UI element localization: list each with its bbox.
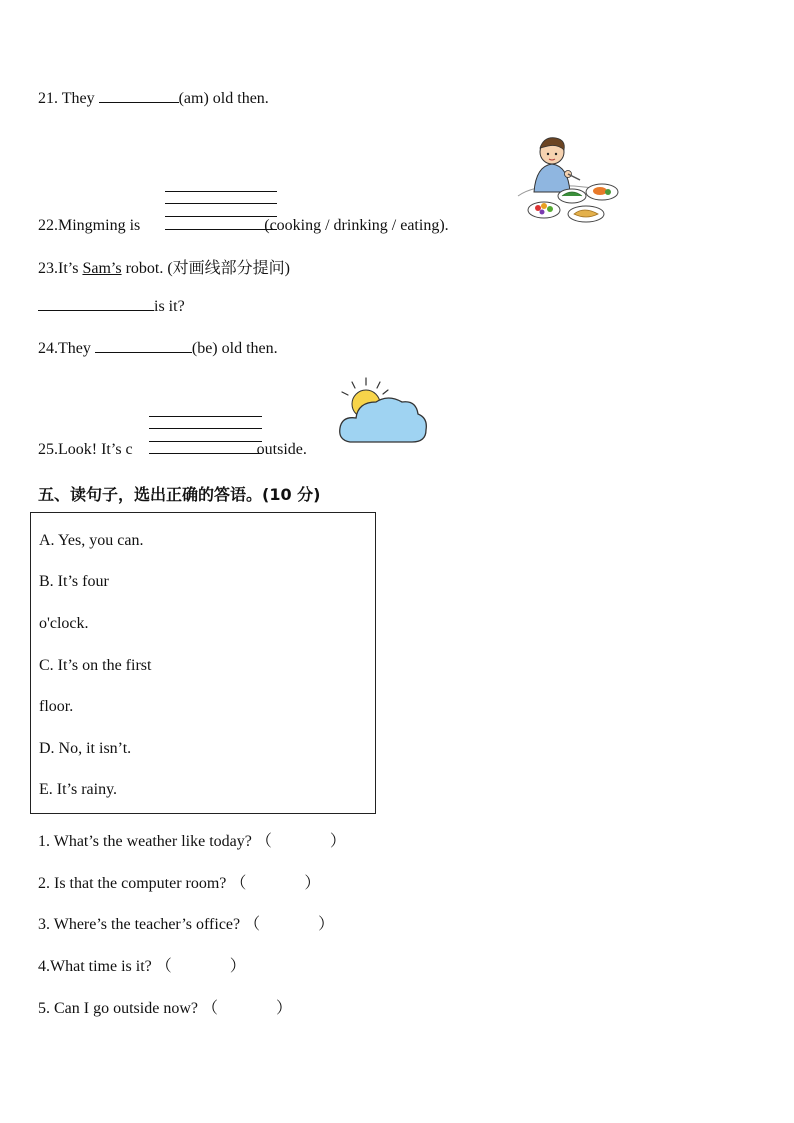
question-24 <box>38 338 278 358</box>
option-b-cont: o'clock. <box>39 615 89 632</box>
question-21 <box>38 88 269 108</box>
option-a: A. Yes, you can. <box>39 532 144 549</box>
answer-paren-close: ） <box>304 875 321 892</box>
option-c-cont: floor. <box>39 698 74 715</box>
question-text-post: (be) old then. <box>191 340 278 357</box>
question-text-pre: 24.They <box>38 340 95 357</box>
section-heading: 五、读句子，选出正确的答语。(10 分) <box>38 485 321 504</box>
answer-blank[interactable] <box>38 296 154 311</box>
question-text-pre: . They <box>54 90 99 107</box>
item-text: 4.What time is it? <box>38 958 152 975</box>
underlined-word: Sam’s <box>82 260 122 277</box>
question-22 <box>38 217 449 235</box>
sun-cloud-icon <box>336 376 430 454</box>
answer-paren-open: （ <box>244 916 261 933</box>
answer-paren-open: （ <box>155 958 172 975</box>
answer-paren-open: （ <box>201 1000 218 1017</box>
answer-paren-close: ） <box>329 833 346 850</box>
option-c: C. It’s on the first <box>39 657 152 674</box>
answer-paren-open: （ <box>230 875 247 892</box>
item-text: 3. Where’s the teacher’s office? <box>38 916 241 933</box>
question-number: 21 <box>38 90 54 107</box>
options-box <box>30 512 376 814</box>
answer-paren-close: ） <box>276 1000 293 1017</box>
option-b: B. It’s four <box>39 573 109 590</box>
question-text-post: outside. <box>252 441 307 458</box>
question-text-post: (cooking / drinking / eating). <box>264 217 449 234</box>
option-e: E. It’s rainy. <box>39 781 118 798</box>
item-4 <box>38 953 246 976</box>
item-3 <box>38 911 334 934</box>
question-23-answer <box>38 296 185 316</box>
question-text-post: robot. (对画线部分提问) <box>121 260 291 277</box>
question-text-pre: 25.Look! It’s c <box>38 441 133 458</box>
item-text: 2. Is that the computer room? <box>38 875 227 892</box>
answer-paren-close: ） <box>229 958 246 975</box>
question-25 <box>38 441 307 459</box>
item-text: 5. Can I go outside now? <box>38 1000 198 1017</box>
question-text-pre: 23.It’s <box>38 260 83 277</box>
answer-paren-close: ） <box>318 916 335 933</box>
answer-blank[interactable] <box>99 88 179 103</box>
boy-eating-illustration <box>514 134 622 226</box>
item-5 <box>38 995 292 1018</box>
option-d: D. No, it isn’t. <box>39 740 132 757</box>
question-text-post: (am) old then. <box>178 90 269 107</box>
answer-text: is it? <box>154 298 185 315</box>
item-1 <box>38 828 346 851</box>
answer-blank[interactable] <box>95 338 192 353</box>
answer-paren-open: （ <box>255 833 272 850</box>
question-text-pre: 22.Mingming is <box>38 217 145 234</box>
item-text: 1. What’s the weather like today? <box>38 833 252 850</box>
question-23 <box>38 255 290 278</box>
item-2 <box>38 870 320 893</box>
